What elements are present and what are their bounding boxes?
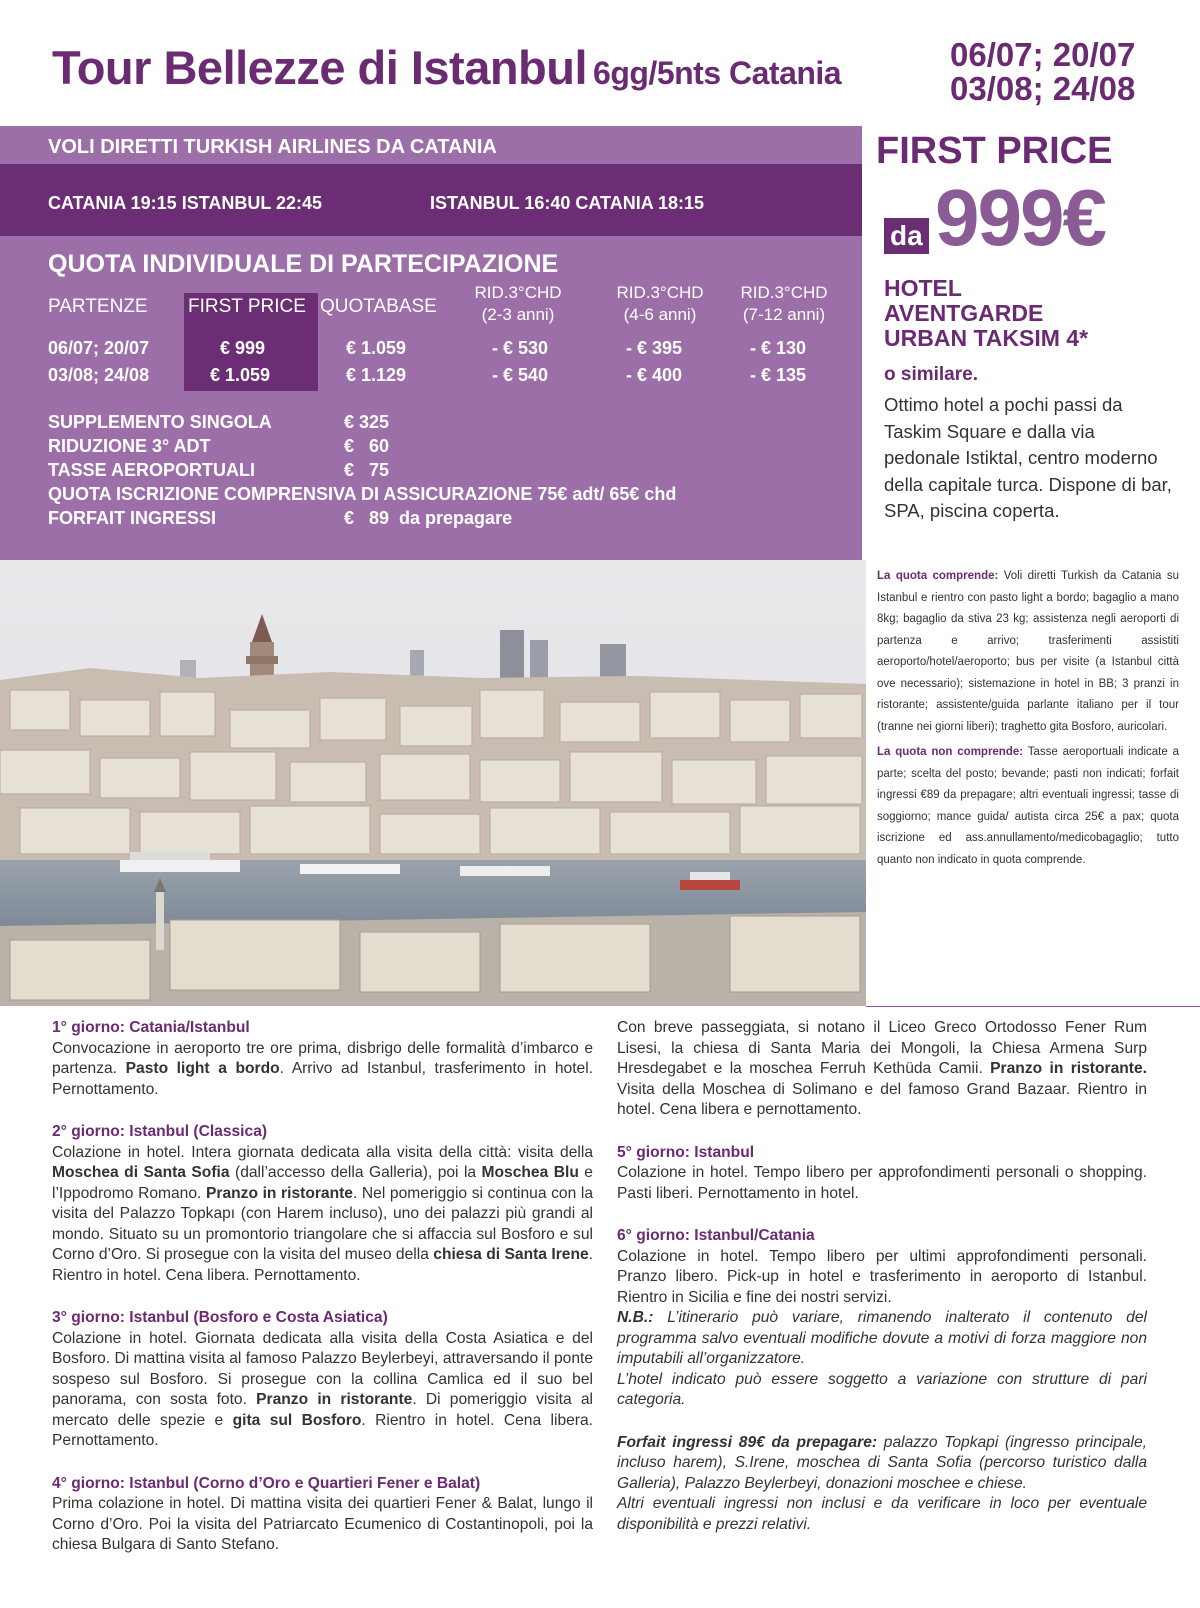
istanbul-skyline-photo bbox=[0, 560, 866, 1006]
quota-non-comprende bbox=[877, 742, 1179, 871]
day-4 bbox=[52, 1474, 593, 1556]
quota-comprende bbox=[877, 566, 1179, 738]
extra-tasse-aeroportuali bbox=[48, 460, 390, 481]
row1-quotabase: € 1.059 bbox=[346, 338, 407, 358]
nb-text: L’itinerario può variare, rimanendo inalterato il contenuto del programma salvo eventuali modifiche dovute a motivi di forza maggiore non imputabili all’organizzatore. bbox=[617, 1309, 1147, 1367]
header-rid-2-3-b: (2-3 anni) bbox=[481, 305, 555, 324]
day-4-cont-text: Con breve passeggiata, si notano il Liceo Greco Ortodosso Fener Rum Lisesi, la chiesa di Santa Maria dei Mongoli, la Chiesa Armena Surp Hresdegabet e la moschea Ferruh Kethüda Camii. bbox=[617, 1019, 1147, 1077]
header-rid-7-12-a: RID.3°CHD bbox=[740, 283, 828, 302]
hotel-variation-note: L’hotel indicato può essere soggetto a variazione con strutture di pari categoria. bbox=[617, 1370, 1147, 1408]
day-4-cont-bold: Pranzo in ristorante. bbox=[990, 1060, 1147, 1077]
row2-rid-7-12: - € 135 bbox=[750, 365, 807, 385]
return-flight: ISTANBUL 16:40 CATANIA 18:15 bbox=[430, 193, 705, 213]
flights-banner: VOLI DIRETTI TURKISH AIRLINES DA CATANIA bbox=[48, 136, 497, 158]
page-title bbox=[52, 40, 841, 95]
forfait-note bbox=[617, 1433, 1147, 1536]
day-2-text: Colazione in hotel. Intera giornata dedicata alla visita della città: visita della bbox=[52, 1143, 593, 1161]
extra-value: € 325 bbox=[344, 412, 390, 432]
day-1-text-end: . Arrivo ad Istanbul, trasferimento in hotel. Pernottamento. bbox=[52, 1060, 593, 1098]
day-2-text: (dall’accesso della Galleria), poi la bbox=[229, 1164, 482, 1181]
extra-label: RIDUZIONE 3° ADT bbox=[48, 436, 211, 456]
row2-first-price: € 1.059 bbox=[210, 365, 271, 385]
day-3-text: Colazione in hotel. Giornata dedicata alla visita della Costa Asiatica e del Bosforo. Di mattina visita al famoso Palazzo Beylerbeyi, attraversando il ponte sospeso sul Bosforo. Si prosegue con la collina Camlica ed il suo bel panorama, con sosta foto. bbox=[52, 1329, 593, 1408]
extra-label: SUPPLEMENTO SINGOLA bbox=[48, 412, 272, 432]
day-2-text: e l’Ippodromo Romano. bbox=[52, 1164, 593, 1202]
day-2-bold: chiesa di Santa Irene bbox=[433, 1246, 589, 1263]
day-3-bold: gita sul Bosforo bbox=[232, 1411, 362, 1429]
day-2 bbox=[52, 1122, 593, 1286]
non-comprende-label: La quota non comprende: bbox=[877, 746, 1024, 758]
extra-value: € 75 bbox=[344, 460, 390, 480]
day-1-title: 1° giorno: Catania/Istanbul bbox=[52, 1019, 250, 1036]
day-2-bold: Pranzo in ristorante bbox=[205, 1184, 353, 1202]
day-2-bold: Moschea Blu bbox=[481, 1164, 579, 1181]
hotel-name-line-2: AVENTGARDE bbox=[884, 300, 1044, 326]
forfait-text: palazzo Topkapi (ingresso principale, incluso harem), S.Irene, moschea di Santa Sofia (percorso turistico dalla Galleria), Palazzo Beylerbeyi, donazioni moschee e chiese. bbox=[617, 1433, 1147, 1492]
divider bbox=[866, 1006, 1200, 1007]
day-1-bold: Pasto light a bordo bbox=[125, 1060, 280, 1077]
extra-supplemento-singola bbox=[48, 412, 390, 433]
dates-line-2: 03/08; 24/08 bbox=[950, 70, 1136, 107]
forfait-label: Forfait ingressi 89€ da prepagare: bbox=[617, 1433, 878, 1451]
day-3-bold: Pranzo in ristorante bbox=[256, 1391, 413, 1408]
header-quotabase: QUOTABASE bbox=[320, 296, 437, 317]
day-4-text: Prima colazione in hotel. Di mattina visita dei quartieri Fener & Balat, lungo il Corno d’Oro. Poi la visita del Patriarcato Ecumenico di Costantinopoli, poi la chiesa Bulgara di Santo Stefano. bbox=[52, 1495, 593, 1553]
row1-partenze: 06/07; 20/07 bbox=[48, 338, 150, 358]
row1-rid-7-12: - € 130 bbox=[750, 338, 807, 358]
day-5-title: 5° giorno: Istanbul bbox=[617, 1143, 755, 1161]
row2-quotabase: € 1.129 bbox=[346, 365, 407, 385]
first-price-amount: 999€ bbox=[935, 173, 1105, 262]
day-6 bbox=[617, 1226, 1147, 1411]
non-comprende-text: Tasse aeroportuali indicate a parte; scelta del posto; bevande; pasti non indicati; forfait ingressi €89 da prepagare; altri eventuali ingressi; tasse di soggiorno; mance guida/ autista circa 25€ a pax; quota iscrizione ed ass.annullamento/medicobagaglio; tutto quanto non indicato in quota comprende. bbox=[877, 746, 1179, 866]
extra-label: TASSE AEROPORTUALI bbox=[48, 460, 256, 480]
forfait-extra-note: Altri eventuali ingressi non inclusi e da verificare in loco per eventuale disponibilità e prezzi relativi. bbox=[617, 1495, 1147, 1533]
comprende-text: Voli diretti Turkish da Catania su Istanbul e rientro con pasto light a bordo; bagaglio a mano 8kg; bagaglio da stiva 23 kg; assistenza negli aeroporti di partenza e arrivo; trasferimenti assistiti aeroporto/hotel/aeroporto; bus per visite (a Istanbul città ove necessario); sistemazione in hotel in BB; 3 pranzi in ristorante; assistente/guida parlante italiano per il tour (tranne nei giorni liberi); traghetto gita Bosforo, auricolari. bbox=[877, 570, 1179, 733]
day-3-text-end: . Rientro in hotel. Cena libera. Pernottamento. bbox=[52, 1411, 593, 1449]
first-price-label: FIRST PRICE bbox=[876, 130, 1113, 172]
day-2-text-end: . Rientro in hotel. Cena libera. Pernottamento. bbox=[52, 1246, 593, 1284]
day-3-title: 3° giorno: Istanbul (Bosforo e Costa Asiatica) bbox=[52, 1309, 388, 1326]
day-5-text: Colazione in hotel. Tempo libero per approfondimenti personali o shopping. Pasti liberi. Pernottamento in hotel. bbox=[617, 1164, 1147, 1202]
day-2-text: . Nel pomeriggio si continua con la visita del Palazzo Topkapı (con Harem incluso), uno dei palazzi più grandi al mondo. Situato su un promontorio triangolare che si affaccia sul Bosforo e sul Corno d’Oro. Si prosegue con la visita del museo della bbox=[52, 1184, 594, 1263]
day-4-continued bbox=[617, 1018, 1147, 1121]
tour-duration: 6gg/5nts Catania bbox=[593, 55, 842, 91]
header-rid-2-3 bbox=[468, 282, 568, 326]
outbound-flight: CATANIA 19:15 ISTANBUL 22:45 bbox=[48, 193, 323, 213]
extra-value: € 89 da prepagare bbox=[344, 508, 513, 528]
extra-forfait-ingressi bbox=[48, 508, 513, 529]
row1-rid-4-6: - € 395 bbox=[626, 338, 683, 358]
header-rid-4-6-a: RID.3°CHD bbox=[616, 283, 704, 302]
row2-rid-4-6: - € 400 bbox=[626, 365, 683, 385]
hotel-name-line-1: HOTEL bbox=[884, 275, 962, 301]
day-4-title: 4° giorno: Istanbul (Corno d’Oro e Quartieri Fener e Balat) bbox=[52, 1474, 481, 1492]
header-rid-7-12 bbox=[734, 282, 834, 326]
skyline-illustration bbox=[0, 560, 866, 1006]
header-rid-4-6-b: (4-6 anni) bbox=[623, 305, 697, 324]
row1-rid-2-3: - € 530 bbox=[492, 338, 549, 358]
header-first-price: FIRST PRICE bbox=[188, 296, 306, 317]
comprende-label: La quota comprende: bbox=[877, 570, 999, 582]
extra-label: QUOTA ISCRIZIONE COMPRENSIVA DI ASSICURAZIONE 75€ adt/ 65€ chd bbox=[48, 484, 677, 504]
row2-partenze: 03/08; 24/08 bbox=[48, 365, 150, 385]
day-2-title: 2° giorno: Istanbul (Classica) bbox=[52, 1123, 268, 1140]
day-3-text: . Di pomeriggio visita al mercato delle spezie e bbox=[52, 1391, 593, 1429]
header-rid-4-6 bbox=[610, 282, 710, 326]
row1-first-price: € 999 bbox=[220, 338, 266, 358]
header-partenze: PARTENZE bbox=[48, 296, 148, 317]
header-rid-2-3-a: RID.3°CHD bbox=[474, 283, 562, 302]
itinerary-right-column bbox=[617, 1018, 1147, 1535]
day-4-cont-text-end: Visita della Moschea di Solimano e del famoso Grand Bazaar. Rientro in hotel. Cena libera e pernottamento. bbox=[617, 1080, 1147, 1118]
pricing-title: QUOTA INDIVIDUALE DI PARTECIPAZIONE bbox=[48, 250, 559, 278]
extra-quota-iscrizione bbox=[48, 484, 676, 505]
extra-label: FORFAIT INGRESSI bbox=[48, 508, 217, 528]
extra-value: € 60 bbox=[344, 436, 390, 456]
header-rid-7-12-b: (7-12 anni) bbox=[742, 305, 826, 324]
price-from-tag: da bbox=[884, 218, 929, 254]
day-6-text: Colazione in hotel. Tempo libero per ultimi approfondimenti personali. Pranzo libero. Pick-up in hotel e trasferimento in aeroporto di Istanbul. Rientro in Sicilia e fine dei nostri servizi. bbox=[617, 1247, 1147, 1306]
nb-note bbox=[617, 1308, 1147, 1370]
tour-title: Tour Bellezze di Istanbul bbox=[52, 41, 588, 94]
day-5 bbox=[617, 1143, 1147, 1205]
day-3 bbox=[52, 1308, 593, 1452]
itinerary-left-column bbox=[52, 1018, 593, 1556]
day-1 bbox=[52, 1018, 593, 1100]
included-excluded-box bbox=[877, 566, 1179, 871]
nb-label: N.B.: bbox=[617, 1309, 654, 1326]
dates-line-1: 06/07; 20/07 bbox=[950, 36, 1136, 73]
hotel-name bbox=[884, 276, 1088, 351]
hotel-description: Ottimo hotel a pochi passi da Taskim Square e dalla via pedonale Istiktal, centro moderno della capitale turca. Dispone di bar, SPA, piscina coperta. bbox=[884, 394, 1172, 521]
day-6-title: 6° giorno: Istanbul/Catania bbox=[617, 1227, 815, 1244]
hotel-name-line-3: URBAN TAKSIM 4* bbox=[884, 325, 1089, 351]
row2-rid-2-3: - € 540 bbox=[492, 365, 549, 385]
hotel-similar-note: o similare. bbox=[884, 364, 978, 385]
day-2-bold: Moschea di Santa Sofia bbox=[52, 1164, 230, 1181]
departure-dates bbox=[950, 38, 1135, 106]
extra-riduzione-adt bbox=[48, 436, 390, 457]
day-1-text: Convocazione in aeroporto tre ore prima, disbrigo delle formalità d’imbarco e partenza. bbox=[52, 1039, 593, 1077]
